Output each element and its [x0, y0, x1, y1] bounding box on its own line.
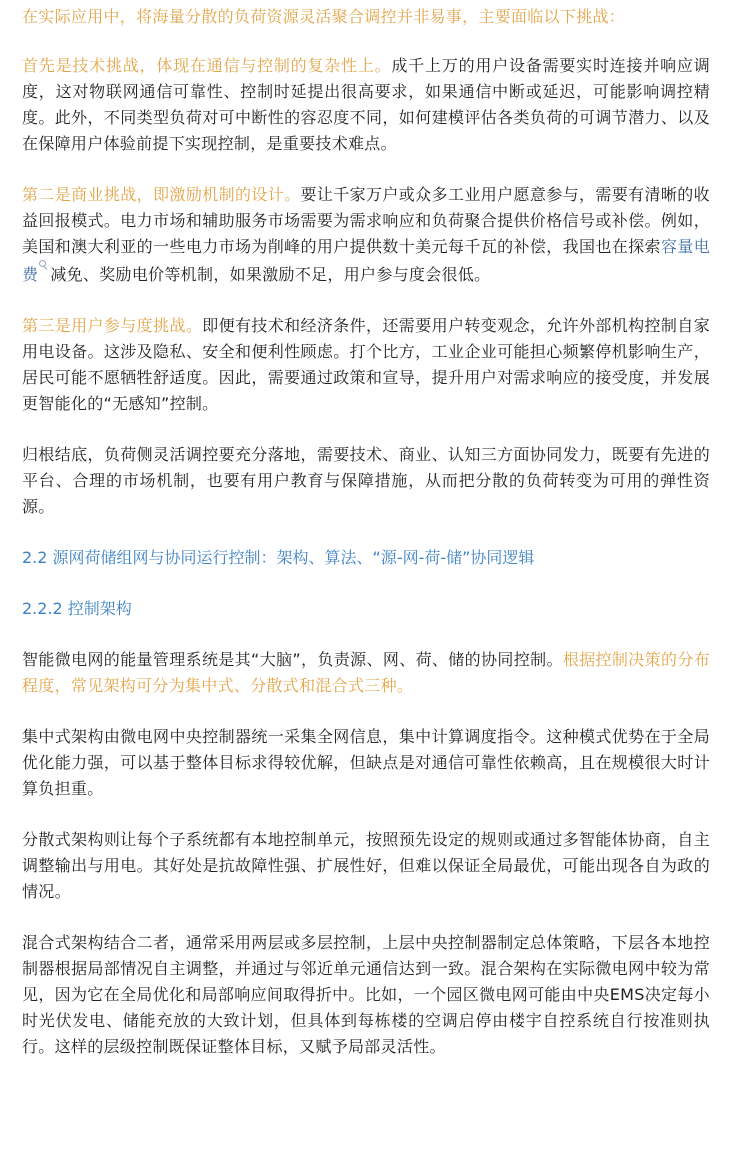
tech-challenge-paragraph [22, 53, 710, 157]
intro-paragraph: 在实际应用中，将海量分散的负荷资源灵活聚合调控并非易事，主要面临以下挑战： [22, 7, 626, 26]
user-challenge-body: 即便有技术和经济条件，还需要用户转变观念，允许外部机构控制自家用电设备。这涉及隐私、安全和便利性顾虑。打个比方，工业企业可能担心频繁停机影响生产，居民可能不愿牺牲舒适度。因此，需要通过政策和宣导，提升用户对需求响应的接受度，并发展更智能化的“无感知”控制。 [22, 316, 710, 413]
hybrid-paragraph: 混合式架构结合二者，通常采用两层或多层控制，上层中央控制器制定总体策略，下层各本地控制器根据局部情况自主调整，并通过与邻近单元通信达到一致。混合架构在实际微电网中较为常见，因为它在全局优化和局部响应间取得折中。比如，一个园区微电网可能由中央EMS决定每小时光伏发电、储能充放的大致计划，但具体到每栋楼的空调启停由楼宇自控系统自行按准则执行。这样的层级控制既保证整体目标，又赋予局部灵活性。 [22, 933, 710, 1056]
conclusion-paragraph: 归根结底，负荷侧灵活调控要充分落地，需要技术、商业、认知三方面协同发力，既要有先进的平台、合理的市场机制，也要有用户教育与保障措施，从而把分散的负荷转变为可用的弹性资源。 [22, 445, 710, 516]
section-heading-2-2-2: 2.2.2 控制架构 [22, 599, 132, 618]
user-challenge-paragraph [22, 313, 710, 417]
centralized-paragraph: 集中式架构由微电网中央控制器统一采集全网信息，集中计算调度指令。这种模式优势在于全局优化能力强，可以基于整体目标求得较优解，但缺点是对通信可靠性依赖高，且在规模很大时计算负担重。 [22, 727, 710, 798]
distributed-paragraph: 分散式架构则让每个子系统都有本地控制单元，按照预先设定的规则或通过多智能体协商，自主调整输出与用电。其好处是抗故障性强、扩展性好，但难以保证全局最优，可能出现各自为政的情况。 [22, 830, 710, 901]
business-challenge-body: 要让千家万户或众多工业用户愿意参与，需要有清晰的收益回报模式。电力市场和辅助服务市场需要为需求响应和负荷聚合提供价格信号或补偿。例如，美国和澳大利亚的一些电力市场为削峰的用户提供数十美元每千瓦的补偿，我国也在探索 [22, 185, 710, 256]
user-challenge-lead: 第三是用户参与度挑战。 [22, 316, 203, 335]
ems-intro-paragraph [22, 647, 710, 699]
section-heading-2-2: 2.2 源网荷储组网与协同运行控制：架构、算法、“源-网-荷-储”协同逻辑 [22, 548, 535, 567]
search-icon[interactable] [39, 260, 48, 272]
business-challenge-lead: 第二是商业挑战，即激励机制的设计。 [22, 185, 301, 204]
business-challenge-body-end: 减免、奖励电价等机制，如果激励不足，用户参与度会很低。 [50, 265, 491, 284]
tech-challenge-lead: 首先是技术挑战，体现在通信与控制的复杂性上。 [22, 56, 392, 75]
capacity-fee-link[interactable]: 容量电费 [22, 237, 711, 284]
ems-intro-highlight: 根据控制决策的分布程度，常见架构可分为集中式、分散式和混合式三种。 [22, 650, 711, 695]
business-challenge-paragraph [22, 182, 710, 288]
tech-challenge-body: 成千上万的用户设备需要实时连接并响应调度，这对物联网通信可靠性、控制时延提出很高要求，如果通信中断或延迟，可能影响调控精度。此外，不同类型负荷对可中断性的容忍度不同，如何建模评估各类负荷的可调节潜力、以及在保障用户体验前提下实现控制，是重要技术难点。 [22, 56, 710, 153]
ems-intro-body: 智能微电网的能量管理系统是其“大脑”，负责源、网、荷、储的协同控制。 [22, 650, 563, 669]
